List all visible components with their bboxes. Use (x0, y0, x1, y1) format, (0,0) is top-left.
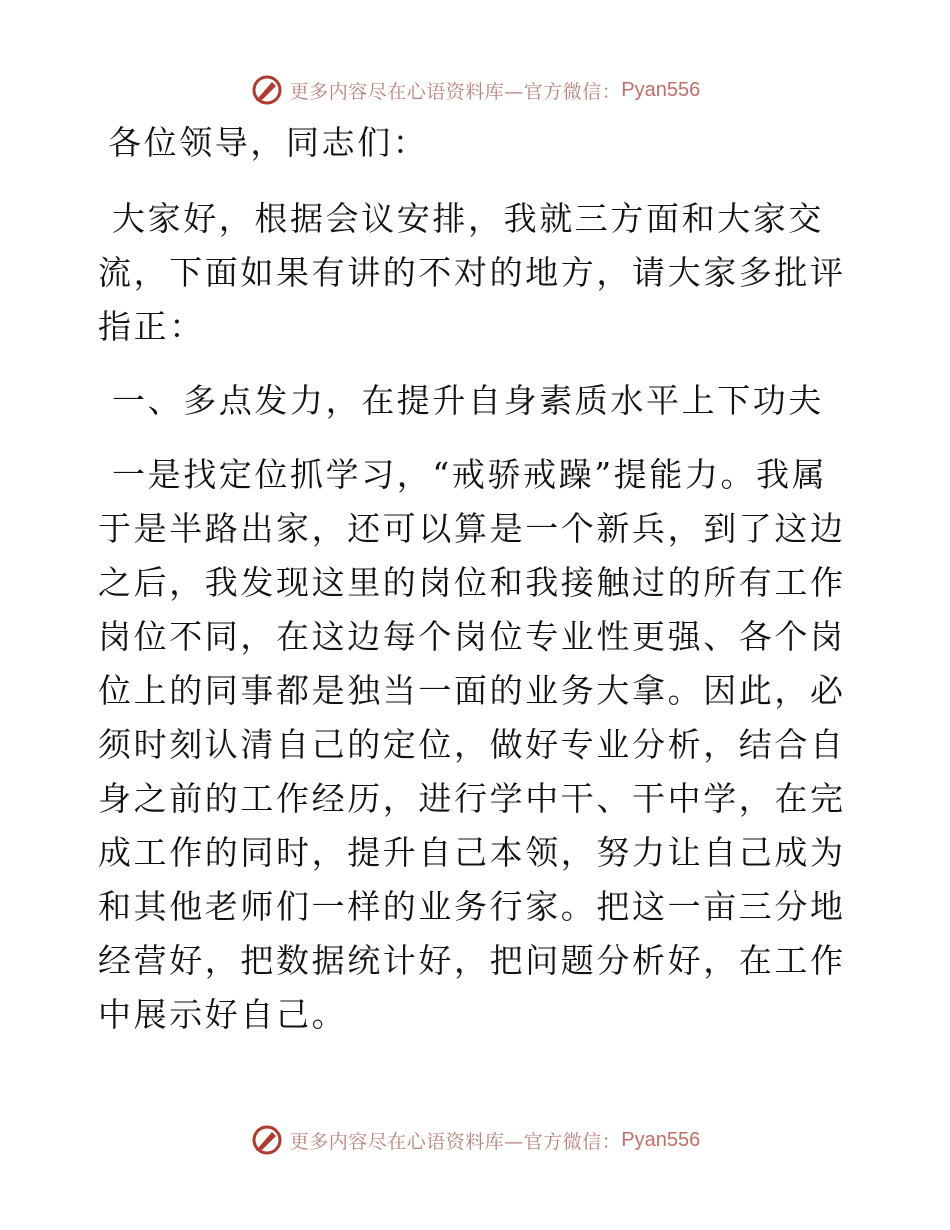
watermark-text: 更多内容尽在心语资料库—官方微信： (289, 1130, 622, 1153)
section-heading: 一、多点发力，在提升自身素质水平上下功夫 (112, 381, 824, 420)
pen-nib-circle-icon (250, 1123, 284, 1157)
pen-nib-circle-icon (250, 73, 284, 107)
watermark-text: 更多内容尽在心语资料库—官方微信： (289, 80, 622, 103)
footer-watermark (0, 1120, 950, 1160)
header-watermark (0, 70, 950, 110)
watermark-handle: Pyan556 (621, 1128, 701, 1151)
salutation: 各位领导，同志们： (108, 123, 429, 162)
document-body (98, 116, 858, 1042)
body-paragraph: 一是找定位抓学习，“戒骄戒躁”提能力。我属于是半路出家，还可以算是一个新兵，到了这边之后，我发现这里的岗位和我接触过的所有工作岗位不同，在这边每个岗位专业性更强、各个岗位上的同事都是独当一面的业务大拿。因此，必须时刻认清自己的定位，做好专业分析，结合自身之前的工作经历，进行学中干、干中学，在完成工作的同时，提升自己本领，努力让自己成为和其他老师们一样的业务行家。把这一亩三分地经营好，把数据统计好，把问题分析好，在工作中展示好自己。 (98, 455, 846, 1034)
intro-paragraph: 大家好，根据会议安排，我就三方面和大家交流，下面如果有讲的不对的地方，请大家多批评指正： (98, 199, 846, 346)
watermark-handle: Pyan556 (621, 78, 701, 101)
